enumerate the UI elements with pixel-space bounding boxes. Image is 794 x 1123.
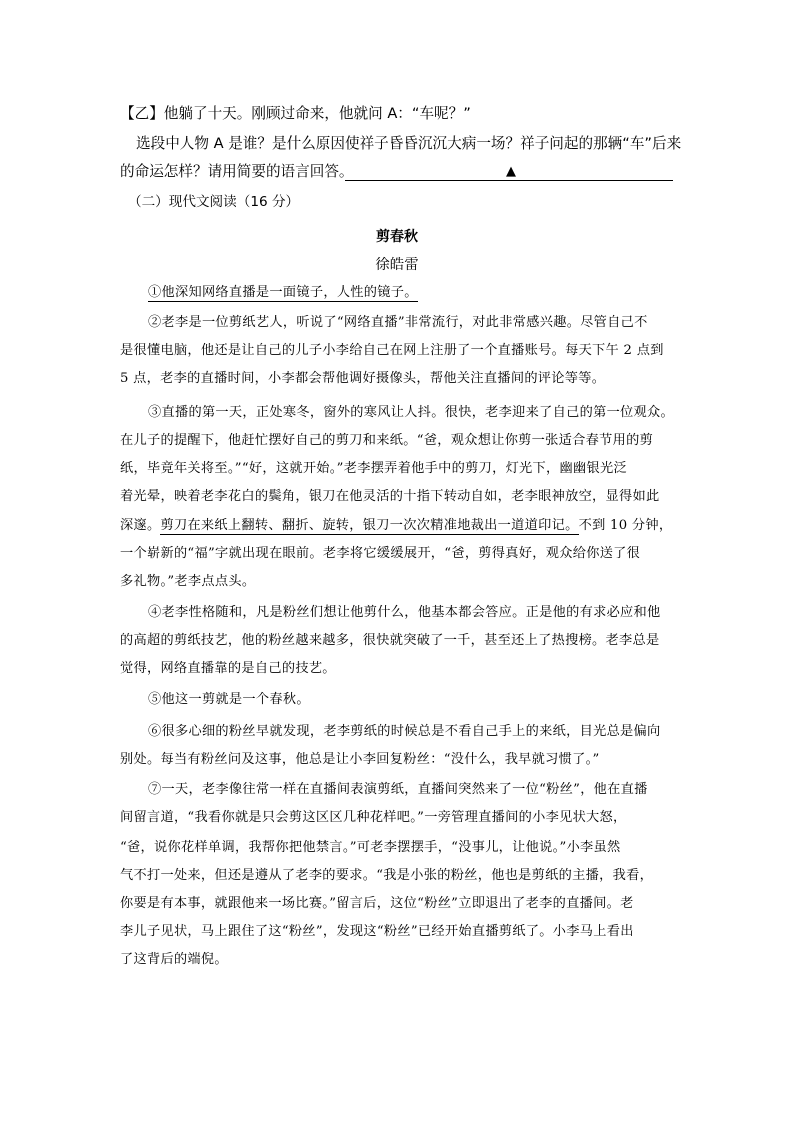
article-paragraph-line: ⑤他这一剪就是一个春秋。 (148, 692, 310, 707)
article-paragraph-line: 你要是有本事，就跟他来一场比赛。”留言后，这位“粉丝”立即退出了老李的直播间。老 (120, 896, 634, 911)
article-paragraph-line: 间留言道，“我看你就是只会剪这区区几种花样吧。”一旁管理直播间的小李见状大怒， (120, 810, 627, 825)
article-paragraph-line: 的高超的剪纸技艺，他的粉丝越来越多，很快就突破了一千，甚至还上了热搜榜。老李总是 (120, 633, 660, 648)
article-paragraph-line: ④老李性格随和，凡是粉丝们想让他剪什么，他基本都会答应。正是他的有求必应和他 (148, 605, 661, 620)
answer-blank[interactable] (345, 180, 673, 181)
article-paragraph-line: 不到 10 分钟， (578, 518, 673, 533)
article-paragraph-line: ⑦一天，老李像往常一样在直播间表演剪纸，直播间突然来了一位“粉丝”，他在直播 (148, 782, 648, 797)
article-paragraph-line: 在儿子的提醒下，他赶忙摆好自己的剪刀和来纸。“爸，观众想让你剪一张适合春节用的剪 (120, 433, 654, 448)
article-paragraph-line: ③直播的第一天，正处寒冬，窗外的寒风让人抖。很快，老李迎来了自己的第一位观众。 (148, 405, 675, 420)
article-paragraph-line: 是很懂电脑，他还是让自己的儿子小李给自己在网上注册了一个直播账号。每天下午 2 点到 (120, 343, 664, 358)
quiz-passage-line: 【乙】他躺了十天。刚顾过命来，他就问 A：“车呢？” (120, 105, 471, 122)
article-paragraph-line: 一个崭新的“福”字就出现在眼前。老李将它缓缓展开，“爸，剪得真好，观众给你送了很 (120, 546, 641, 561)
answer-marker-triangle-icon: ▲ (506, 164, 516, 179)
article-paragraph-line: ②老李是一位剪纸艺人，听说了“网络直播”非常流行，对此非常感兴趣。尽管自己不 (148, 315, 648, 330)
article-paragraph-line: ①他深知网络直播是一面镜子，人性的镜子。 (148, 285, 418, 300)
quiz-question-line: 的命运怎样？请用简要的语言回答。 (120, 163, 354, 180)
article-paragraph-line: 气不打一处来，但还是遵从了老李的要求。“我是小张的粉丝，他也是剪纸的主播，我看， (120, 868, 654, 883)
article-author: 徐皓雷 (375, 257, 419, 273)
article-paragraph-line: “爸，说你花样单调，我帮你把他禁言。”可老李摆摆手，“没事儿，让他说。”小李虽然 (120, 840, 621, 855)
article-paragraph-line: 5 点，老李的直播时间，小李都会帮他调好摄像头，帮他关注直播间的评论等等。 (120, 371, 606, 386)
article-paragraph-line: 李儿子见状，马上跟住了这“粉丝”，发现这“粉丝”已经开始直播剪纸了。小李马上看出 (120, 924, 634, 939)
article-paragraph-line: 多礼物。”老李点点头。 (120, 574, 256, 589)
article-paragraph-line: 了这背后的端倪。 (120, 952, 228, 967)
article-paragraph-line: 觉得，网络直播靠的是自己的技艺。 (120, 661, 336, 676)
article-paragraph-line: 别处。每当有粉丝问及这事，他总是让小李回复粉丝：“没什么，我早就习惯了。” (120, 752, 600, 767)
article-paragraph-line: 深邃。 (120, 518, 161, 533)
section-heading: （二）现代文阅读（16 分） (128, 194, 300, 210)
article-paragraph-line: 纸，毕竟年关将至。”“好，这就开始。”老李摆弄着他手中的剪刀，灯光下，幽幽银光泛 (120, 461, 627, 476)
article-paragraph-line: 着光晕，映着老李花白的鬓角，银刀在他灵活的十指下转动自如，老李眼神放空，显得如此 (120, 489, 660, 504)
quiz-question-line: 选段中人物 A 是谁？是什么原因使祥子昏昏沉沉大病一场？祥子问起的那辆“车”后来 (136, 135, 682, 152)
underlined-sentence: 剪刀在来纸上翻转、翻折、旋转，银刀一次次精准地裁出一道道印记。 (160, 518, 579, 533)
article-paragraph-line: ⑥很多心细的粉丝早就发现，老李剪纸的时候总是不看自己手上的来纸，目光总是偏向 (148, 724, 661, 739)
article-title: 剪春秋 (376, 229, 418, 245)
